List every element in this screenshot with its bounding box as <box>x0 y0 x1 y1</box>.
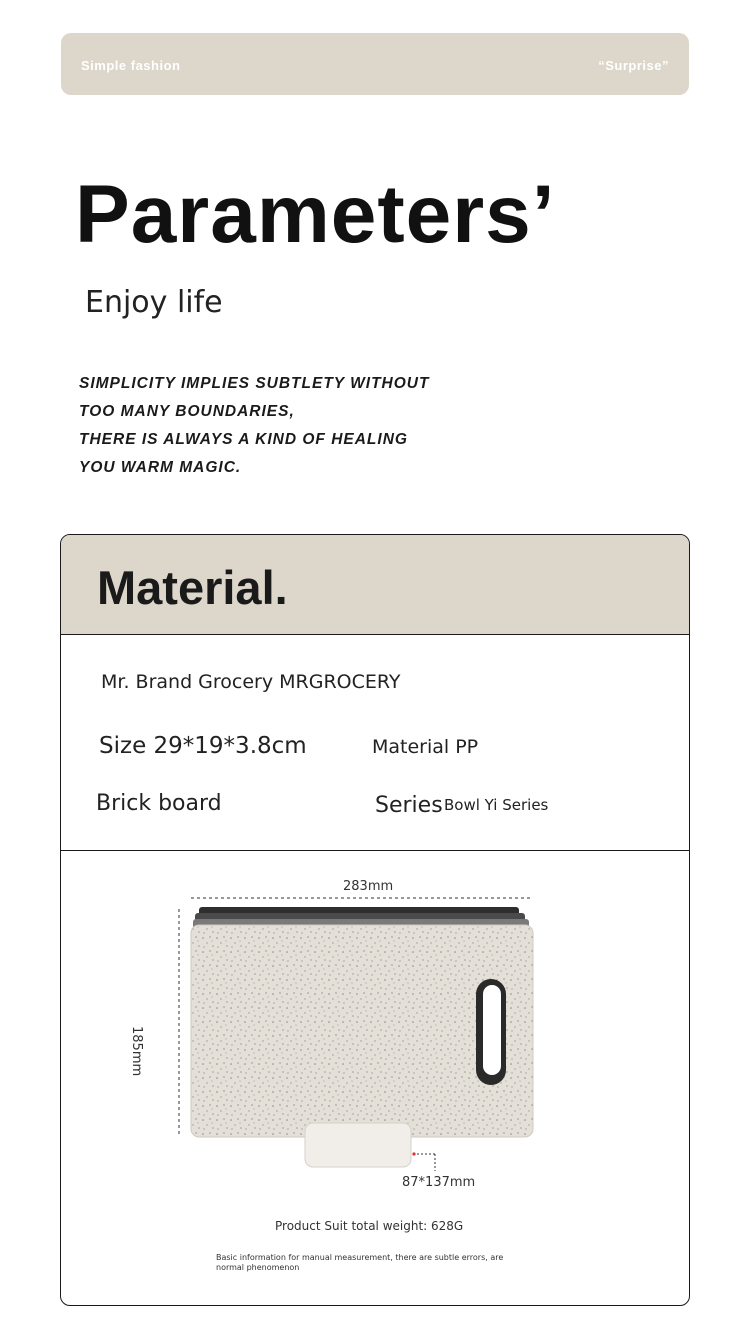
series-label: Series <box>375 793 443 818</box>
quote-line: THERE IS ALWAYS A KIND OF HEALING <box>79 431 408 448</box>
page-title: Parameters’ <box>75 169 556 260</box>
quote-line: TOO MANY BOUNDARIES, <box>79 403 295 420</box>
product-figure <box>61 851 689 1305</box>
stand-label: 87*137mm <box>402 1175 476 1190</box>
page-subtitle: Enjoy life <box>85 285 223 320</box>
banner-left-text: Simple fashion <box>81 58 181 73</box>
type-text: Brick board <box>96 791 222 816</box>
quote-line: YOU WARM MAGIC. <box>79 459 242 476</box>
height-label: 185mm <box>129 1026 144 1077</box>
banner-right-text: “Surprise” <box>598 58 669 73</box>
material-text: Material PP <box>372 736 479 758</box>
material-info <box>61 635 689 851</box>
material-header <box>61 535 689 635</box>
weight-text: Product Suit total weight: 628G <box>275 1219 464 1233</box>
material-title: Material. <box>97 561 288 614</box>
quote-line: SIMPLICITY IMPLIES SUBTLETY WITHOUT <box>79 375 430 392</box>
cutting-board-illustration <box>61 851 689 1305</box>
note-line-2: normal phenomenon <box>216 1263 300 1272</box>
top-banner <box>61 33 689 95</box>
note-line-1: Basic information for manual measurement, there are subtle errors, are <box>216 1253 504 1262</box>
width-label: 283mm <box>343 879 394 894</box>
size-text: Size 29*19*3.8cm <box>99 733 307 759</box>
brand-text: Mr. Brand Grocery MRGROCERY <box>101 671 401 693</box>
quote-block <box>79 370 429 482</box>
series-value: Bowl Yi Series <box>444 796 549 814</box>
material-card <box>60 534 690 1306</box>
